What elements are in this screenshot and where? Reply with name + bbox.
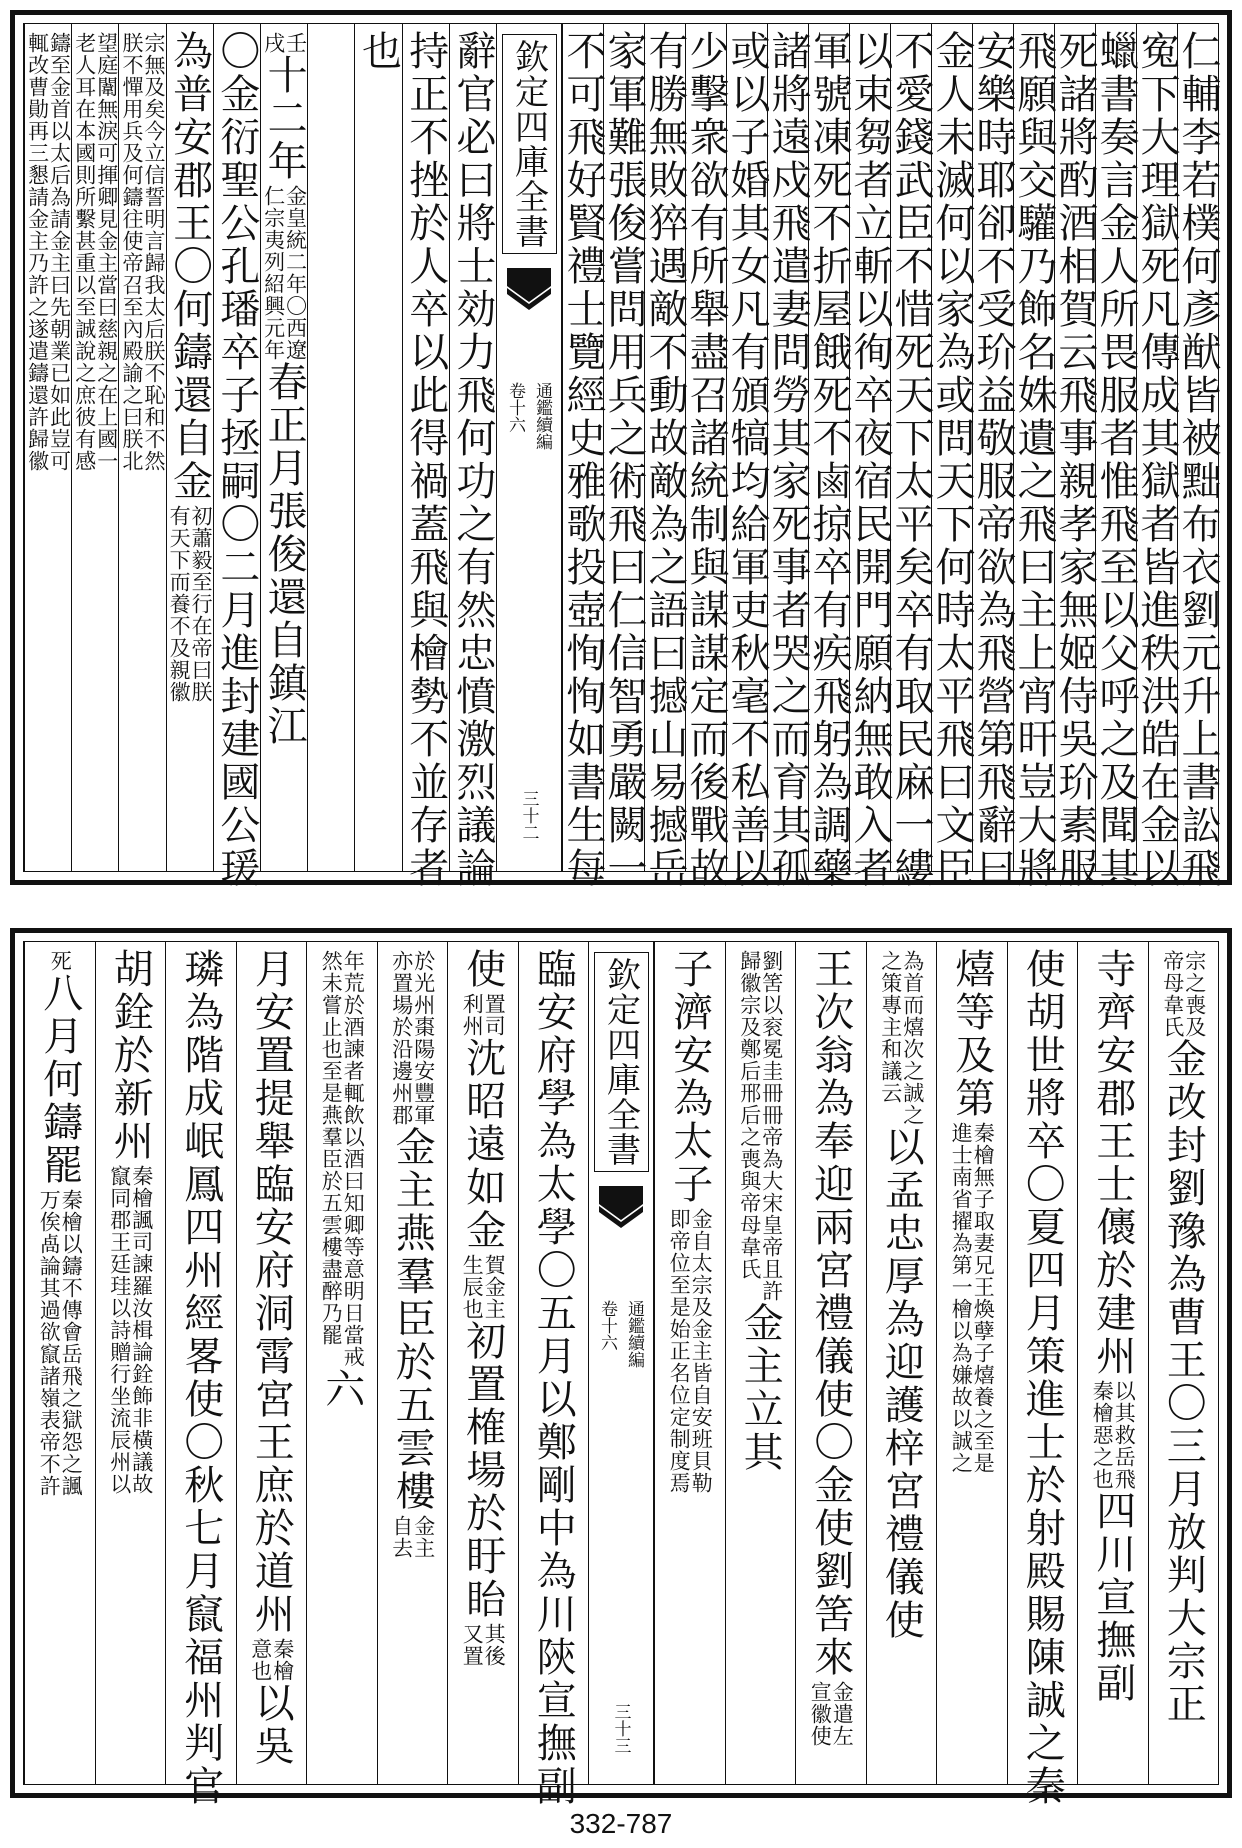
main-text: 月安置提舉臨安府洞霄宮王庶於道州 xyxy=(248,948,295,1636)
annotation-line: 秦檜 xyxy=(270,1638,295,1682)
text-column xyxy=(936,942,1007,1784)
main-text: 金主燕羣臣於五雲樓 xyxy=(389,1126,436,1513)
annotation-line: 老人耳在本國則所繫甚重以至誠說之庶彼有感 xyxy=(72,32,97,472)
main-text: 初置榷場於盱眙 xyxy=(459,1320,506,1621)
annotation-line: 利州 xyxy=(460,993,485,1037)
main-text: 四川宣撫副 xyxy=(1089,1490,1136,1705)
annotation-line: 賀金主 xyxy=(482,1254,507,1320)
book-title: 欽定四庫全書 xyxy=(594,952,649,1172)
annotation-line: 金遣左 xyxy=(830,1681,855,1747)
main-text: 也 xyxy=(355,30,402,73)
text-column xyxy=(166,24,213,871)
volume-label: 通鑑續編 卷十六 xyxy=(597,1300,644,1368)
annotation-note xyxy=(1162,950,1205,1038)
text-column xyxy=(165,942,236,1808)
text-column xyxy=(601,24,647,890)
annotation-line: 万俟卨論其過欲竄諸嶺表帝不許 xyxy=(37,1189,62,1497)
annotation-line: 自去 xyxy=(389,1515,414,1559)
main-text: 諸將遠戍飛遣妻問勞其家死事者哭之而育其孤 xyxy=(765,30,811,890)
main-text: 為普安郡王〇何鑄還自金 xyxy=(166,30,213,503)
annotation-note xyxy=(460,993,507,1037)
text-column xyxy=(1052,24,1098,890)
main-text: 持正不挫於人卒以此得禍蓋飛與檜勢不並存者 xyxy=(402,30,449,890)
annotation-line: 宣徽使 xyxy=(808,1681,833,1747)
main-text: 以孟忠厚為迎護梓宮禮儀使 xyxy=(878,1126,925,1642)
main-text: 使胡世將卒〇夏四月策進士於射殿賜陳誠之秦 xyxy=(1019,948,1066,1808)
text-column xyxy=(213,24,260,890)
annotation-note xyxy=(391,1515,434,1559)
annotation-note xyxy=(739,950,782,1302)
main-text: 以束芻者立斬以徇卒夜宿民開門願納無敢入者 xyxy=(847,30,893,890)
text-column xyxy=(795,942,866,1784)
annotation-line: 為首而熺次之誠之 xyxy=(900,950,925,1126)
main-text: 王次翁為奉迎兩宮禮儀使〇金使劉筈來 xyxy=(807,948,854,1679)
text-column xyxy=(1093,24,1139,890)
annotation-line: 其後 xyxy=(482,1623,507,1667)
text-column xyxy=(970,24,1016,890)
main-text: 熺等及第 xyxy=(948,948,995,1120)
annotation-note xyxy=(250,1638,293,1682)
leaf-number: 三十三 xyxy=(610,1703,631,1754)
annotation-line: 有天下而養不及親徽 xyxy=(167,505,192,703)
annotation-note xyxy=(48,950,73,972)
annotation-line: 輒改曹勛再三懇請金主乃許之遂遣鑄還許歸徽 xyxy=(25,32,50,472)
annotation-note xyxy=(1090,1380,1137,1490)
text-column xyxy=(307,24,354,871)
text-column xyxy=(236,942,307,1784)
annotation-line: 秦檜諷司諫羅汝楫論銓飾非橫議故 xyxy=(129,1165,154,1495)
annotation-line: 歸徽宗及鄭后邢后之喪與帝母韋氏 xyxy=(737,950,762,1280)
main-text: 蠟書奏言金人所畏服者惟飛至以父呼之及聞其 xyxy=(1093,30,1139,890)
annotation-note xyxy=(27,32,70,472)
annotation-line: 宗無及矣今立信誓明言歸我太后朕不恥和不然 xyxy=(141,32,166,472)
main-text: 〇金衍聖公孔璠卒子拯嗣〇二月進封建國公瑗 xyxy=(213,30,260,890)
annotation-note xyxy=(263,185,306,361)
annotation-line: 朕不憚用兵及何鑄往使帝召至內殿諭之曰朕北 xyxy=(119,32,144,472)
annotation-note xyxy=(391,950,434,1126)
annotation-note xyxy=(37,1189,84,1497)
main-text: 辭官必曰將士効力飛何功之有然忠憤激烈議論 xyxy=(449,30,496,890)
text-column xyxy=(1011,24,1057,890)
annotation-note xyxy=(121,32,164,472)
annotation-note xyxy=(667,1208,714,1494)
text-column xyxy=(354,24,401,871)
top-page xyxy=(10,10,1232,890)
annotation-line: 初蕭毅至行在帝曰朕 xyxy=(189,505,214,703)
top-page-center-strip xyxy=(496,24,562,871)
annotation-line: 金自太宗及金主皆自安班貝勒 xyxy=(689,1208,714,1494)
text-column xyxy=(402,24,449,890)
annotation-line: 戌 xyxy=(261,32,286,54)
annotation-line: 然未嘗止也至是燕羣臣於五雲樓盡醉乃罷 xyxy=(319,950,344,1346)
text-column xyxy=(888,24,934,890)
text-column xyxy=(560,24,606,890)
main-text: 使 xyxy=(459,948,506,991)
bottom-right-half xyxy=(654,942,1218,1808)
top-right-half xyxy=(560,24,1221,890)
main-text: 胡銓於新州 xyxy=(107,948,154,1163)
page-footer-number: 332-787 xyxy=(569,1808,673,1839)
text-column xyxy=(449,24,496,890)
main-text: 十二年 xyxy=(261,54,308,183)
main-text: 六 xyxy=(318,1368,365,1411)
volume-label: 通鑑續編 卷十六 xyxy=(505,382,552,450)
annotation-line: 帝母韋氏 xyxy=(1160,950,1185,1038)
text-column xyxy=(1134,24,1180,890)
main-text: 寃下大理獄死凡傳成其獄者皆進秩洪皓在金以 xyxy=(1134,30,1180,890)
text-column xyxy=(71,24,118,871)
text-column xyxy=(654,942,725,1784)
bottom-page-center-strip xyxy=(588,942,654,1784)
annotation-line: 宗之喪及 xyxy=(1182,950,1207,1038)
main-text: 有勝無敗猝遇敵不動故敵為之語曰撼山易撼岳 xyxy=(642,30,688,890)
annotation-note xyxy=(167,505,214,703)
annotation-line: 竄同郡王廷珪以詩贈行坐流辰州以 xyxy=(107,1165,132,1495)
annotation-note xyxy=(319,950,366,1368)
main-text: 或以子婚其女凡有頒犒均給軍吏秋毫不私善以 xyxy=(724,30,770,890)
main-text: 以吳 xyxy=(248,1682,295,1768)
annotation-note xyxy=(263,32,306,54)
main-text: 八月何鑄罷 xyxy=(36,972,83,1187)
annotation-line: 金主 xyxy=(411,1515,436,1559)
main-text: 璘為階成岷鳳四州經畧使〇秋七月竄福州判官 xyxy=(177,948,224,1808)
main-text: 安樂時耶卻不受玠益敬服帝欲為飛營第飛辭曰 xyxy=(970,30,1016,890)
text-column xyxy=(642,24,688,890)
annotation-note xyxy=(808,1681,855,1747)
main-text: 沈昭遠如金 xyxy=(459,1037,506,1252)
text-column xyxy=(929,24,975,890)
text-column xyxy=(1077,942,1148,1784)
top-left-half xyxy=(24,24,496,890)
text-column xyxy=(724,24,770,890)
main-text: 金主立其 xyxy=(737,1302,784,1474)
text-column xyxy=(260,24,307,871)
text-column xyxy=(377,942,448,1784)
annotation-line: 進士南省擢為第一檜以為嫌故以誠之 xyxy=(949,1122,974,1474)
main-text: 臨安府學為太學〇五月以鄭剛中為川陝宣撫副 xyxy=(530,948,577,1808)
text-column xyxy=(765,24,811,890)
main-text: 家軍難張俊嘗問用兵之術飛曰仁信智勇嚴闕一 xyxy=(601,30,647,890)
main-text: 春正月張俊還自鎮江 xyxy=(261,361,308,748)
annotation-line: 秦檜以鑄不傳會岳飛之獄怨之諷 xyxy=(59,1189,84,1497)
annotation-line: 壬 xyxy=(283,32,308,54)
main-text: 仁輔李若樸何彥猷皆被黜布衣劉元升上書訟飛 xyxy=(1175,30,1221,890)
leaf-number: 三十二 xyxy=(518,790,539,841)
main-text: 不愛錢武臣不惜死天下太平矣卒有取民麻一縷 xyxy=(888,30,934,890)
annotation-line: 秦檜無子取妻兄王煥孽子熺養之至是 xyxy=(971,1122,996,1474)
text-column xyxy=(95,942,166,1784)
text-column xyxy=(447,942,518,1784)
text-column xyxy=(866,942,937,1784)
main-text: 金改封劉豫為曹王〇三月放判大宗正 xyxy=(1160,1038,1207,1726)
annotation-line: 於光州棗陽安豐軍 xyxy=(411,950,436,1126)
annotation-line: 又置 xyxy=(460,1623,485,1667)
text-column xyxy=(1175,24,1221,890)
main-text: 軍號凍死不折屋餓死不鹵掠卒有疾飛躬為調藥 xyxy=(806,30,852,890)
annotation-line: 鑄至金首以太后為請金主曰先朝業已如此豈可 xyxy=(47,32,72,472)
text-column xyxy=(806,24,852,890)
annotation-line: 仁宗夷列紹興元年 xyxy=(261,185,286,361)
text-column xyxy=(118,24,165,871)
annotation-line: 即帝位至是始正名位定制度焉 xyxy=(667,1208,692,1494)
annotation-note xyxy=(949,1122,996,1474)
main-text: 死諸將酌酒相賀云飛事親孝家無姬侍吳玠素服 xyxy=(1052,30,1098,890)
annotation-line: 意也 xyxy=(248,1638,273,1682)
annotation-line: 亦置場於沿邊州郡 xyxy=(389,950,414,1126)
annotation-line: 死 xyxy=(48,950,73,972)
main-text: 子濟安為太子 xyxy=(666,948,713,1206)
annotation-line: 之策專主和議云 xyxy=(878,950,903,1104)
bottom-page-frame xyxy=(23,941,1219,1808)
text-column xyxy=(847,24,893,890)
main-text: 金人未滅何以家為或問天下何時太平飛曰文臣 xyxy=(929,30,975,890)
text-column xyxy=(24,942,95,1784)
main-text: 寺齊安郡王士㒟於建州 xyxy=(1089,948,1136,1378)
annotation-line: 金皇統二年〇西遼 xyxy=(283,185,308,361)
fish-tail-mark-icon xyxy=(599,1186,643,1240)
main-text: 不可飛好賢禮士覽經史雅歌投壺恂恂如書生每 xyxy=(560,30,606,890)
annotation-note xyxy=(460,1254,507,1320)
annotation-note xyxy=(460,1623,507,1667)
top-page-frame xyxy=(23,23,1221,890)
annotation-line: 年荒於酒諫者輒飲以酒曰知卿等意明日當戒 xyxy=(341,950,366,1368)
text-column xyxy=(518,942,589,1808)
text-column xyxy=(725,942,796,1784)
bottom-left-half xyxy=(24,942,588,1808)
annotation-note xyxy=(880,950,923,1126)
annotation-line: 置司 xyxy=(482,993,507,1037)
text-column xyxy=(1148,942,1219,1784)
text-column xyxy=(683,24,729,890)
annotation-note xyxy=(74,32,117,472)
annotation-line: 生辰也 xyxy=(460,1254,485,1320)
text-column xyxy=(306,942,377,1784)
annotation-line: 劉筈以衮冕圭冊冊帝為大宋皇帝且許 xyxy=(759,950,784,1302)
fish-tail-mark-icon xyxy=(507,268,551,322)
main-text: 少擊衆欲有所舉盡召諸統制與謀謀定而後戰故 xyxy=(683,30,729,890)
main-text: 飛願與交驩乃飾名姝遺之飛曰主上宵旰豈大將 xyxy=(1011,30,1057,890)
annotation-line: 望庭闈無淚可揮卿見金主當曰慈親之在上國一 xyxy=(94,32,119,472)
annotation-note xyxy=(109,1165,152,1495)
bottom-page xyxy=(10,928,1232,1808)
annotation-line: 秦檜惡之也 xyxy=(1090,1380,1115,1490)
text-column xyxy=(24,24,71,871)
text-column xyxy=(1007,942,1078,1808)
book-title: 欽定四庫全書 xyxy=(502,34,557,254)
annotation-line: 以其救岳飛 xyxy=(1112,1380,1137,1490)
